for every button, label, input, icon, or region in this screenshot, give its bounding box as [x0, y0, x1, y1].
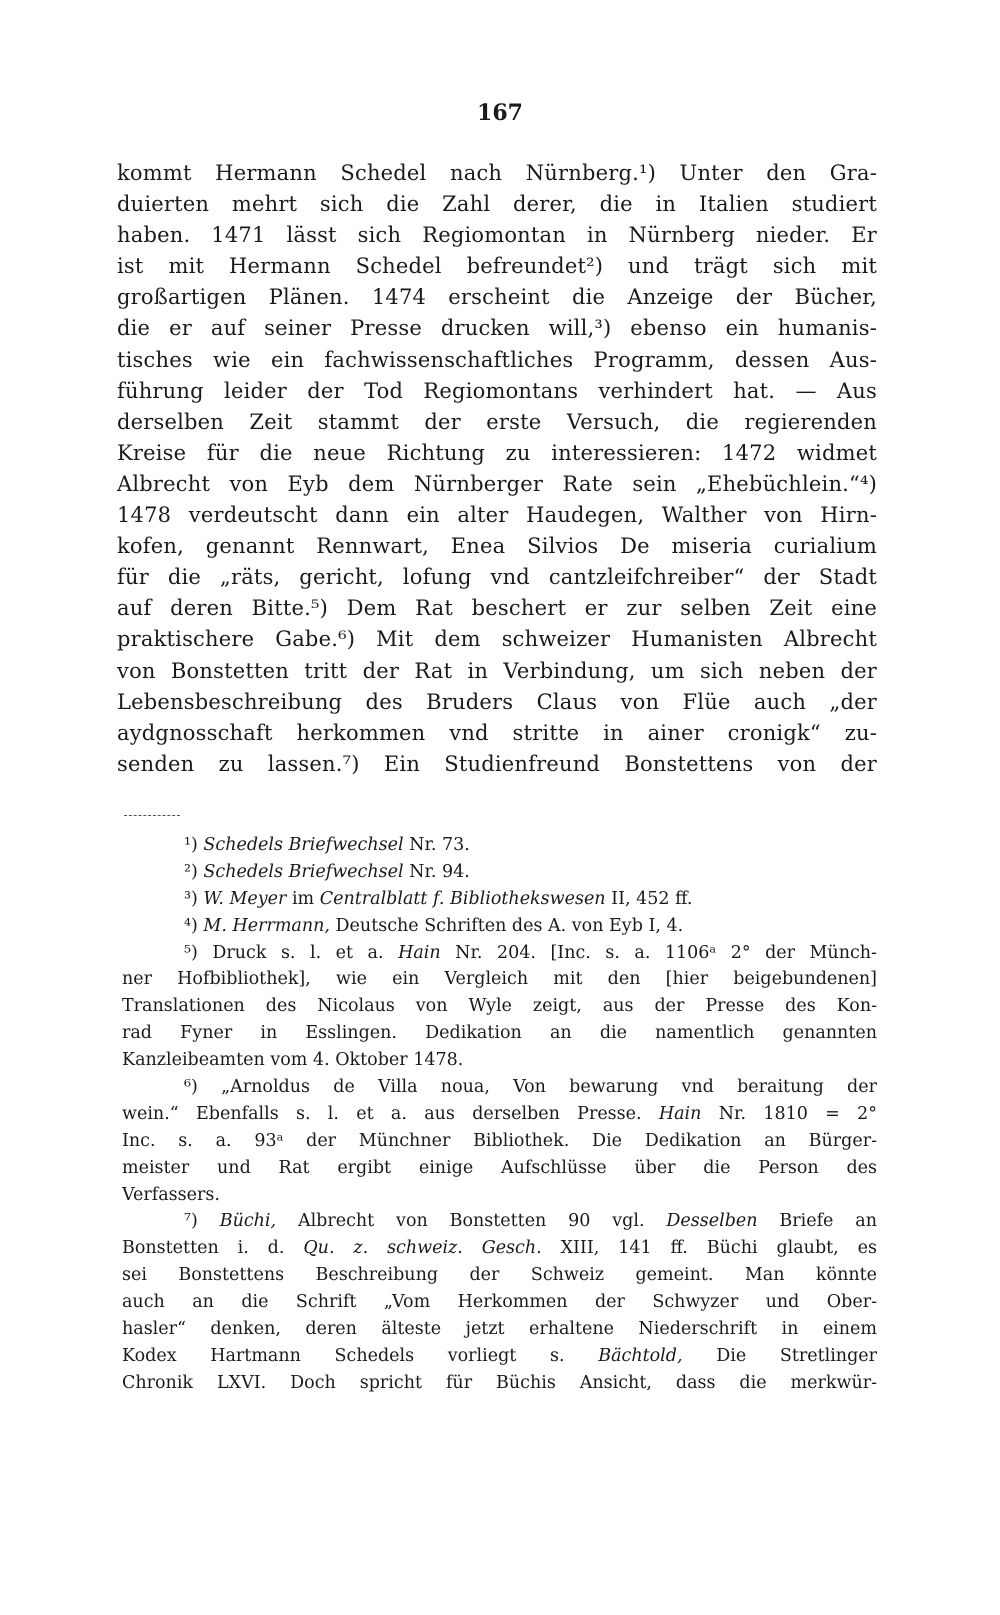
footnote-marker: ⁶)	[184, 1077, 198, 1098]
text-line: von Bonstetten tritt der Rat in Verbindung, um sich neben der	[117, 658, 877, 683]
footnote-marker: ⁴)	[184, 915, 198, 936]
footnote-author: Hain	[398, 942, 441, 963]
footnote-marker: ¹)	[184, 835, 198, 855]
footnote-text: Nr. 204. [Inc. s. a. 1106ᵃ 2° der Münch-	[455, 942, 877, 963]
footnote-6-line: meister und Rat ergibt einige Aufschlüsse über die Person des	[122, 1157, 877, 1178]
footnote-author: Bächtold,	[598, 1345, 683, 1366]
text-line: aydgnosschaft herkommen vnd stritte in ainer cronigk“ zu-	[117, 720, 877, 745]
footnote-5-line: Translationen des Nicolaus von Wyle zeigt, aus der Presse des Kon-	[122, 996, 877, 1017]
text-line: ist mit Hermann Schedel befreundet²) und trägt sich mit	[117, 254, 877, 279]
footnote-5-line: Kanzleibeamten vom 4. Oktober 1478.	[122, 1050, 464, 1071]
text-line: auf deren Bitte.⁵) Dem Rat beschert er zur selben Zeit eine	[117, 596, 877, 621]
footnote-text: XIII, 141 ff. Büchi glaubt, es	[560, 1238, 877, 1259]
text-line: praktischere Gabe.⁶) Mit dem schweizer Humanisten Albrecht	[117, 627, 877, 652]
text-line: derselben Zeit stammt der erste Versuch, die regierenden	[117, 409, 877, 434]
footnote-text: Kodex Hartmann Schedels vorliegt s.	[122, 1345, 565, 1366]
footnote-marker: ⁷)	[184, 1211, 198, 1232]
footnote-citation: Qu. z. schweiz. Gesch.	[303, 1238, 542, 1259]
text-line: kofen, genannt Rennwart, Enea Silvios De miseria curialium	[117, 534, 877, 559]
footnote-text: Nr. 73.	[409, 835, 470, 855]
footnote-text: Druck s. l. et a.	[212, 942, 384, 963]
footnote-7-line: Chronik LXVI. Doch spricht für Büchis Ansicht, dass die merkwür-	[122, 1372, 877, 1393]
footnote-text: Deutsche Schriften des A. von Eyb I, 4.	[335, 915, 684, 936]
text-line: die er auf seiner Presse drucken will,³) ebenso ein humanis-	[117, 316, 877, 341]
footnote-text: Nr. 94.	[409, 861, 470, 882]
text-line: Albrecht von Eyb dem Nürnberger Rate sein „Ehebüchlein.“⁴)	[117, 471, 877, 496]
footnote-text: II, 452 ff.	[611, 888, 693, 909]
footnote-4	[122, 913, 877, 940]
text-line: haben. 1471 lässt sich Regiomontan in Nürnberg nieder. Er	[117, 223, 877, 248]
text-line: duierten mehrt sich die Zahl derer, die in Italien studiert	[117, 192, 877, 217]
page-number: 167	[477, 100, 523, 126]
text-line: Kreise für die neue Richtung zu interessieren: 1472 widmet	[117, 440, 877, 465]
footnote-author: Büchi,	[219, 1211, 277, 1232]
footnote-5-line: ner Hofbibliothek], wie ein Vergleich mit den [hier beigebundenen]	[122, 969, 877, 990]
footnote-text: Nr. 1810 = 2°	[718, 1103, 877, 1124]
footnote-7	[122, 1208, 877, 1235]
footnote-6-line: Verfassers.	[122, 1184, 220, 1205]
footnote-6-line	[122, 1101, 877, 1128]
footnote-2	[122, 859, 877, 886]
footnote-7-line	[122, 1235, 877, 1262]
footnote-text: Bonstetten i. d.	[122, 1238, 285, 1259]
footnote-marker: ⁵)	[184, 942, 198, 963]
footnote-divider	[124, 815, 180, 816]
footnote-citation: Schedels Briefwechsel	[203, 835, 404, 855]
footnote-text: wein.“ Ebenfalls s. l. et a. aus derselben Presse.	[122, 1103, 642, 1124]
text-line: senden zu lassen.⁷) Ein Studienfreund Bonstettens von der	[117, 751, 877, 776]
footnote-text: Briefe an	[779, 1211, 877, 1232]
footnote-text: Albrecht von Bonstetten 90 vgl.	[297, 1211, 645, 1232]
footnote-marker: ²)	[184, 861, 198, 882]
footnote-marker: ³)	[184, 888, 198, 909]
footnote-3	[122, 886, 877, 913]
footnote-7-line: hasler“ denken, deren älteste jetzt erhaltene Niederschrift in einem	[122, 1319, 877, 1340]
footnote-text: Die Stretlinger	[716, 1345, 877, 1366]
text-line: Lebensbeschreibung des Bruders Claus von Flüe auch „der	[117, 689, 877, 714]
footnote-6	[122, 1074, 877, 1101]
footnote-7-line: auch an die Schrift „Vom Herkommen der Schwyzer und Ober-	[122, 1292, 877, 1313]
footnote-author: M. Herrmann,	[203, 915, 330, 936]
footnote-author: W. Meyer	[203, 888, 287, 909]
footnote-citation: Schedels Briefwechsel	[203, 861, 404, 882]
footnote-5	[122, 940, 877, 967]
footnote-5-line: rad Fyner in Esslingen. Dedikation an die namentlich genannten	[122, 1023, 877, 1044]
footnote-1	[122, 832, 877, 859]
text-line: für die „räts, gericht, lofung vnd cantzleifchreiber“ der Stadt	[117, 565, 877, 590]
text-line: kommt Hermann Schedel nach Nürnberg.¹) Unter den Gra-	[117, 161, 877, 185]
text-line: großartigen Plänen. 1474 erscheint die Anzeige der Bücher,	[117, 285, 877, 310]
text-line: führung leider der Tod Regiomontans verhindert hat. — Aus	[117, 378, 877, 403]
footnote-7-line: sei Bonstettens Beschreibung der Schweiz gemeint. Man könnte	[122, 1265, 877, 1286]
footnote-citation: Centralblatt f. Bibliothekswesen	[319, 888, 606, 909]
footnote-author: Desselben	[666, 1211, 758, 1232]
text-line: tisches wie ein fachwissenschaftliches Programm, dessen Aus-	[117, 347, 877, 372]
footnote-text: „Arnoldus de Villa noua, Von bewarung vnd beraitung der	[221, 1077, 877, 1098]
footnote-6-line: Inc. s. a. 93ᵃ der Münchner Bibliothek. Die Dedikation an Bürger-	[122, 1130, 877, 1151]
footnote-text: im	[291, 888, 315, 909]
text-line: 1478 verdeutscht dann ein alter Haudegen, Walther von Hirn-	[117, 503, 877, 528]
footnote-author: Hain	[658, 1103, 702, 1124]
main-text	[117, 158, 877, 780]
footnotes	[122, 832, 877, 1397]
footnote-7-line	[122, 1343, 877, 1370]
